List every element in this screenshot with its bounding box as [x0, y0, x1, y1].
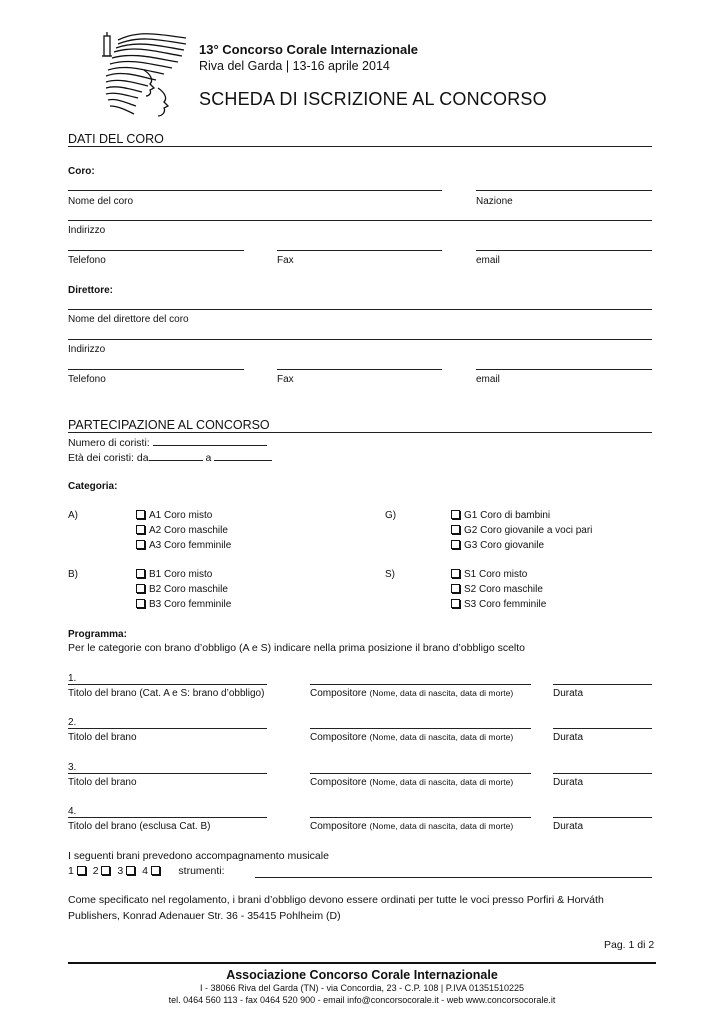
duration-label: Durata — [553, 777, 584, 788]
duration-field[interactable] — [553, 773, 652, 774]
checkbox-icon[interactable] — [136, 525, 145, 534]
festival-location-dates: Riva del Garda | 13-16 aprile 2014 — [199, 59, 390, 73]
duration-field[interactable] — [553, 817, 652, 818]
checkbox-icon[interactable] — [451, 525, 460, 534]
age-row — [68, 450, 272, 465]
checkbox-icon[interactable] — [136, 569, 145, 578]
checkbox-icon[interactable] — [151, 866, 160, 875]
checkbox-s1[interactable]: S1 Coro misto — [451, 568, 527, 581]
section-heading-choir: DATI DEL CORO — [68, 132, 164, 146]
composer-label: Compositore (Nome, data di nascita, data di morte) — [310, 777, 514, 788]
program-row-number: 4. — [68, 806, 77, 817]
age-from-label: Età dei coristi: da — [68, 452, 149, 464]
footer-org: Associazione Concorso Corale Internazionale — [226, 968, 498, 982]
program-row-number: 3. — [68, 762, 77, 773]
piece-title-label: Titolo del brano — [68, 777, 137, 788]
coro-label: Coro: — [68, 166, 95, 177]
age-to-field[interactable] — [214, 450, 272, 461]
composer-field[interactable] — [310, 728, 531, 729]
section-heading-participation: PARTECIPAZIONE AL CONCORSO — [68, 418, 270, 432]
address-field[interactable] — [68, 220, 652, 221]
checkbox-icon[interactable] — [136, 510, 145, 519]
nation-label: Nazione — [476, 196, 513, 207]
director-name-field[interactable] — [68, 309, 652, 310]
score-note-line1: Come specificato nel regolamento, i brani d’obbligo devono essere ordinati per tutte le voci presso Porfiri & Horváth — [68, 894, 604, 906]
checkbox-icon[interactable] — [136, 599, 145, 608]
email-field[interactable] — [476, 250, 652, 251]
checkbox-s3[interactable]: S3 Coro femminile — [451, 598, 546, 611]
piece-title-field[interactable] — [68, 728, 267, 729]
checkbox-g3[interactable]: G3 Coro giovanile — [451, 539, 544, 552]
score-note-line2: Publishers, Konrad Adenauer Str. 36 - 35415 Pohlheim (D) — [68, 910, 341, 922]
checkbox-icon[interactable] — [77, 866, 86, 875]
category-label: Categoria: — [68, 481, 118, 492]
email-label: email — [476, 255, 500, 266]
duration-label: Durata — [553, 688, 584, 699]
director-fax-label: Fax — [277, 374, 294, 385]
piece-title-label: Titolo del brano — [68, 732, 137, 743]
festival-logo — [98, 30, 190, 120]
group-b-letter: B) — [68, 569, 78, 580]
group-g-letter: G) — [385, 510, 397, 521]
accompaniment-text: I seguenti brani prevedono accompagnamento musicale — [68, 850, 329, 862]
checkbox-b1[interactable]: B1 Coro misto — [136, 568, 212, 581]
checkbox-icon[interactable] — [451, 599, 460, 608]
composer-label: Compositore (Nome, data di nascita, data di morte) — [310, 821, 514, 832]
footer-address: I - 38066 Riva del Garda (TN) - via Concordia, 23 - C.P. 108 | P.IVA 01351510225 — [199, 983, 525, 993]
duration-label: Durata — [553, 821, 584, 832]
age-from-field[interactable] — [149, 450, 203, 461]
checkbox-icon[interactable] — [136, 540, 145, 549]
instruments-label: strumenti: — [178, 865, 225, 877]
program-row-number: 2. — [68, 717, 77, 728]
director-address-field[interactable] — [68, 339, 652, 340]
checkbox-b2[interactable]: B2 Coro maschile — [136, 583, 228, 596]
director-fax-field[interactable] — [277, 369, 442, 370]
fax-label: Fax — [277, 255, 294, 266]
page-number: Pag. 1 di 2 — [604, 939, 655, 951]
age-to-label: a — [205, 452, 212, 464]
phone-label: Telefono — [68, 255, 106, 266]
piece-title-label: Titolo del brano (esclusa Cat. B) — [68, 821, 211, 832]
checkbox-icon[interactable] — [451, 584, 460, 593]
festival-edition: 13° Concorso Corale Internazionale — [199, 42, 419, 57]
director-phone-label: Telefono — [68, 374, 106, 385]
fax-field[interactable] — [277, 250, 442, 251]
checkbox-icon[interactable] — [101, 866, 110, 875]
program-label: Programma: — [68, 629, 127, 640]
director-label: Direttore: — [68, 285, 114, 296]
section-rule — [68, 432, 652, 433]
choir-name-field[interactable] — [68, 190, 442, 191]
checkbox-icon[interactable] — [451, 540, 460, 549]
address-label: Indirizzo — [68, 225, 106, 236]
composer-field[interactable] — [310, 773, 531, 774]
num-choristers-label: Numero di coristi: — [68, 437, 150, 449]
duration-label: Durata — [553, 732, 584, 743]
director-phone-field[interactable] — [68, 369, 244, 370]
checkbox-icon[interactable] — [126, 866, 135, 875]
composer-label: Compositore (Nome, data di nascita, data di morte) — [310, 732, 514, 743]
duration-field[interactable] — [553, 728, 652, 729]
checkbox-icon[interactable] — [451, 510, 460, 519]
checkbox-a2[interactable]: A2 Coro maschile — [136, 524, 228, 537]
footer-rule — [68, 962, 656, 964]
instruments-field[interactable] — [255, 877, 652, 878]
footer-contacts: tel. 0464 560 113 - fax 0464 520 900 - email info@concorsocorale.it - web www.concorsocorale.it — [168, 995, 556, 1005]
program-row-number: 1. — [68, 673, 77, 684]
nation-field[interactable] — [476, 190, 652, 191]
checkbox-a1[interactable]: A1 Coro misto — [136, 509, 212, 522]
composer-label: Compositore (Nome, data di nascita, data di morte) — [310, 688, 514, 699]
piece-title-field[interactable] — [68, 773, 267, 774]
choir-name-label: Nome del coro — [68, 196, 134, 207]
piece-title-field[interactable] — [68, 684, 267, 685]
checkbox-g1[interactable]: G1 Coro di bambini — [451, 509, 550, 522]
form-title: SCHEDA DI ISCRIZIONE AL CONCORSO — [199, 89, 547, 109]
group-a-letter: A) — [68, 510, 78, 521]
piece-title-field[interactable] — [68, 817, 267, 818]
checkbox-icon[interactable] — [451, 569, 460, 578]
accompaniment-options: 1 2 3 4 strumenti: — [68, 865, 225, 877]
director-address-label: Indirizzo — [68, 344, 106, 355]
group-s-letter: S) — [385, 569, 395, 580]
checkbox-s2[interactable]: S2 Coro maschile — [451, 583, 543, 596]
num-choristers-field[interactable] — [153, 435, 267, 446]
director-email-field[interactable] — [476, 369, 652, 370]
composer-field[interactable] — [310, 684, 531, 685]
duration-field[interactable] — [553, 684, 652, 685]
director-name-label: Nome del direttore del coro — [68, 314, 189, 325]
section-rule — [68, 146, 652, 147]
program-note: Per le categorie con brano d’obbligo (A e S) indicare nella prima posizione il brano d’obbligo scelto — [68, 642, 526, 654]
phone-field[interactable] — [68, 250, 244, 251]
checkbox-a3[interactable]: A3 Coro femminile — [136, 539, 231, 552]
checkbox-icon[interactable] — [136, 584, 145, 593]
piece-title-label: Titolo del brano (Cat. A e S: brano d’obbligo) — [68, 688, 265, 699]
checkbox-b3[interactable]: B3 Coro femminile — [136, 598, 231, 611]
checkbox-g2[interactable]: G2 Coro giovanile a voci pari — [451, 524, 592, 537]
composer-field[interactable] — [310, 817, 531, 818]
director-email-label: email — [476, 374, 500, 385]
num-choristers-row — [68, 435, 267, 450]
